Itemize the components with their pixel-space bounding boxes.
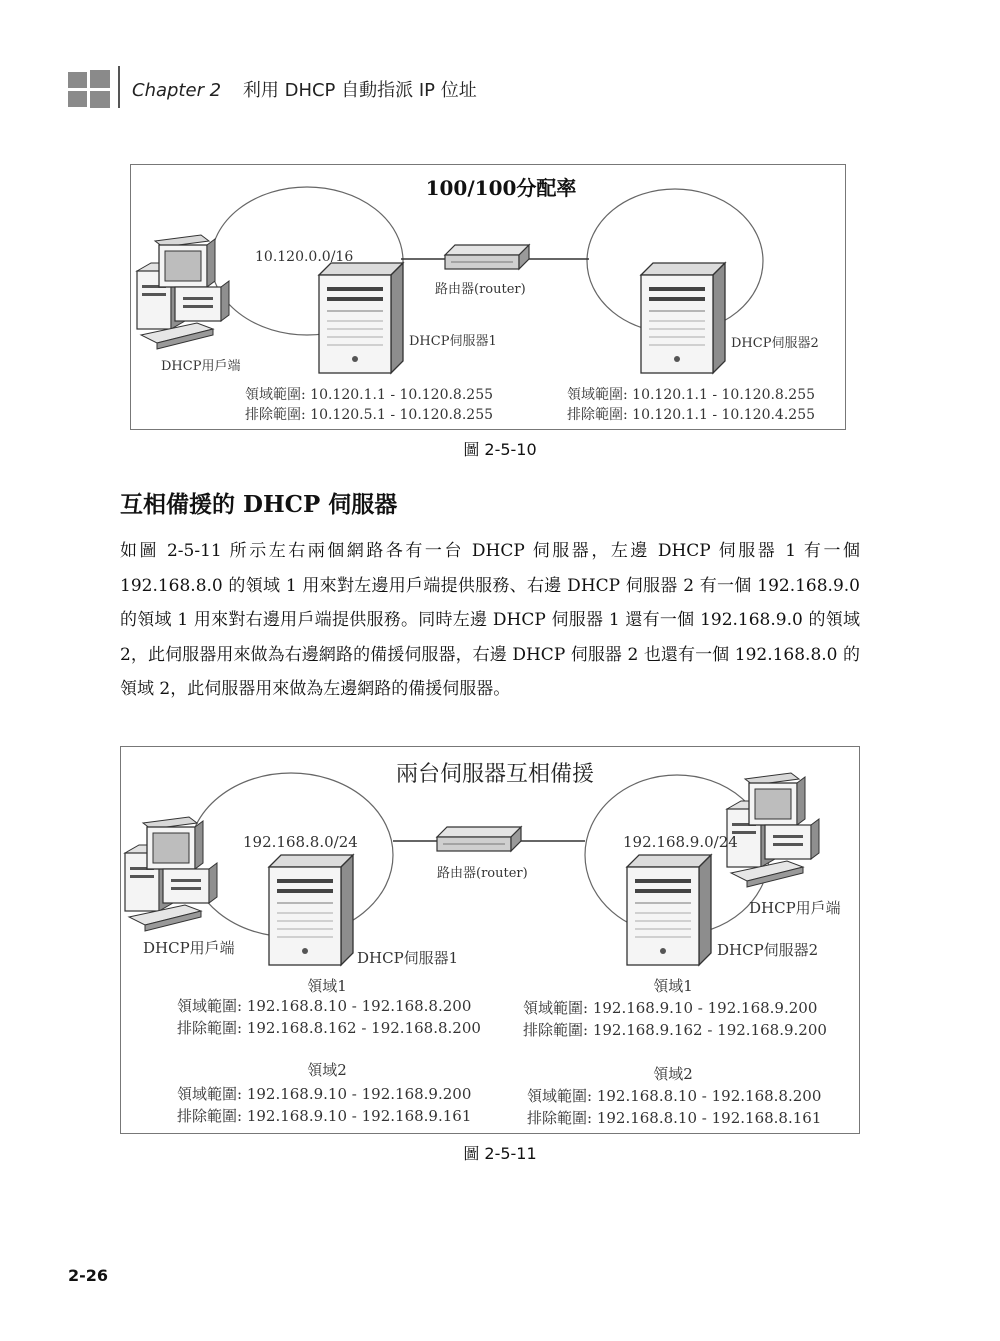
figure-2-5-10-caption: 圖 2-5-10 [463, 440, 537, 459]
server2-label: DHCP伺服器2 [717, 941, 819, 959]
right-client-label: DHCP用戶端 [749, 899, 841, 917]
figure1-title: 100/100分配率 [425, 176, 577, 200]
left-network-label: 192.168.8.0/24 [243, 833, 358, 851]
right-client-computer-icon [727, 773, 819, 887]
server2-exclusion-range: 排除範圍: 10.120.1.1 - 10.120.4.255 [567, 407, 816, 423]
chapter-label: Chapter 2 [132, 80, 222, 101]
section-paragraph: 如圖 2-5-11 所示左右兩個網路各有一台 DHCP 伺服器，左邊 DHCP 伺服器 1 有一個 192.168.8.0 的領域 1 用來對左邊用戶端提供服務、右邊 DHCP 伺服器 2 有一個 192.168.9.0 的領域 1 用來對右邊用戶端提供服務。同時左邊 DHCP 伺服器 1 還有一個 192.168.9.0 的領域 2，此伺服器用來做為右邊網路的備援伺服器，右邊 DHCP 伺服器 2 也還有一個 192.168.8.0 的領域 2，此伺服器用來做為左邊網路的備援伺服器。 [120, 541, 860, 700]
right-network-label: 192.168.9.0/24 [623, 833, 738, 851]
left-network-label: 10.120.0.0/16 [255, 249, 354, 265]
server1-icon [319, 263, 403, 373]
server2-scope2-range: 領域範圍: 192.168.8.10 - 192.168.8.200 [527, 1087, 822, 1105]
server1-scope2-exclusion: 排除範圍: 192.168.9.10 - 192.168.9.161 [177, 1107, 472, 1125]
server1-scope1-exclusion: 排除範圍: 192.168.8.162 - 192.168.8.200 [177, 1019, 481, 1037]
figure-2-5-11-caption: 圖 2-5-11 [463, 1144, 537, 1163]
server1-scope2-title: 領域2 [307, 1061, 347, 1079]
server1-scope2-range: 領域範圍: 192.168.9.10 - 192.168.9.200 [177, 1085, 472, 1103]
server1-scope1-range: 領域範圍: 192.168.8.10 - 192.168.8.200 [177, 997, 472, 1015]
server1-label: DHCP伺服器1 [357, 949, 459, 967]
router-icon [445, 245, 529, 269]
chapter-title: 利用 DHCP 自動指派 IP 位址 [242, 80, 477, 101]
server2-scope2-title: 領域2 [653, 1065, 693, 1083]
header-divider [118, 66, 120, 108]
page-number: 2-26 [68, 1266, 109, 1285]
server2-scope1-title: 領域1 [653, 977, 693, 995]
server1-scope1-title: 領域1 [307, 977, 347, 995]
server2-icon [641, 263, 725, 373]
server2-icon [627, 855, 711, 965]
router-label: 路由器(router) [435, 282, 526, 297]
section-title: 互相備援的 DHCP 伺服器 [120, 491, 398, 518]
server2-scope2-exclusion: 排除範圍: 192.168.8.10 - 192.168.8.161 [527, 1109, 822, 1127]
server1-scope-range: 領域範圍: 10.120.1.1 - 10.120.8.255 [245, 387, 494, 403]
server2-label: DHCP伺服器2 [731, 336, 819, 351]
router-icon [437, 827, 521, 851]
figure-2-5-11 [120, 746, 860, 1134]
server1-label: DHCP伺服器1 [409, 334, 497, 349]
server2-scope-range: 領域範圍: 10.120.1.1 - 10.120.8.255 [567, 387, 816, 403]
running-header [132, 76, 477, 102]
server2-scope1-range: 領域範圍: 192.168.9.10 - 192.168.9.200 [523, 999, 818, 1017]
server1-icon [269, 855, 353, 965]
router-label: 路由器(router) [437, 866, 528, 881]
windows-logo-icon [68, 70, 110, 108]
client-label: DHCP用戶端 [161, 359, 241, 374]
left-client-computer-icon [125, 817, 217, 931]
figure-2-5-10 [130, 164, 846, 430]
figure2-title: 兩台伺服器互相備援 [395, 762, 595, 787]
server2-scope1-exclusion: 排除範圍: 192.168.9.162 - 192.168.9.200 [523, 1021, 827, 1039]
left-client-label: DHCP用戶端 [143, 939, 235, 957]
server1-exclusion-range: 排除範圍: 10.120.5.1 - 10.120.8.255 [245, 407, 494, 423]
client-computer-icon [137, 235, 229, 349]
